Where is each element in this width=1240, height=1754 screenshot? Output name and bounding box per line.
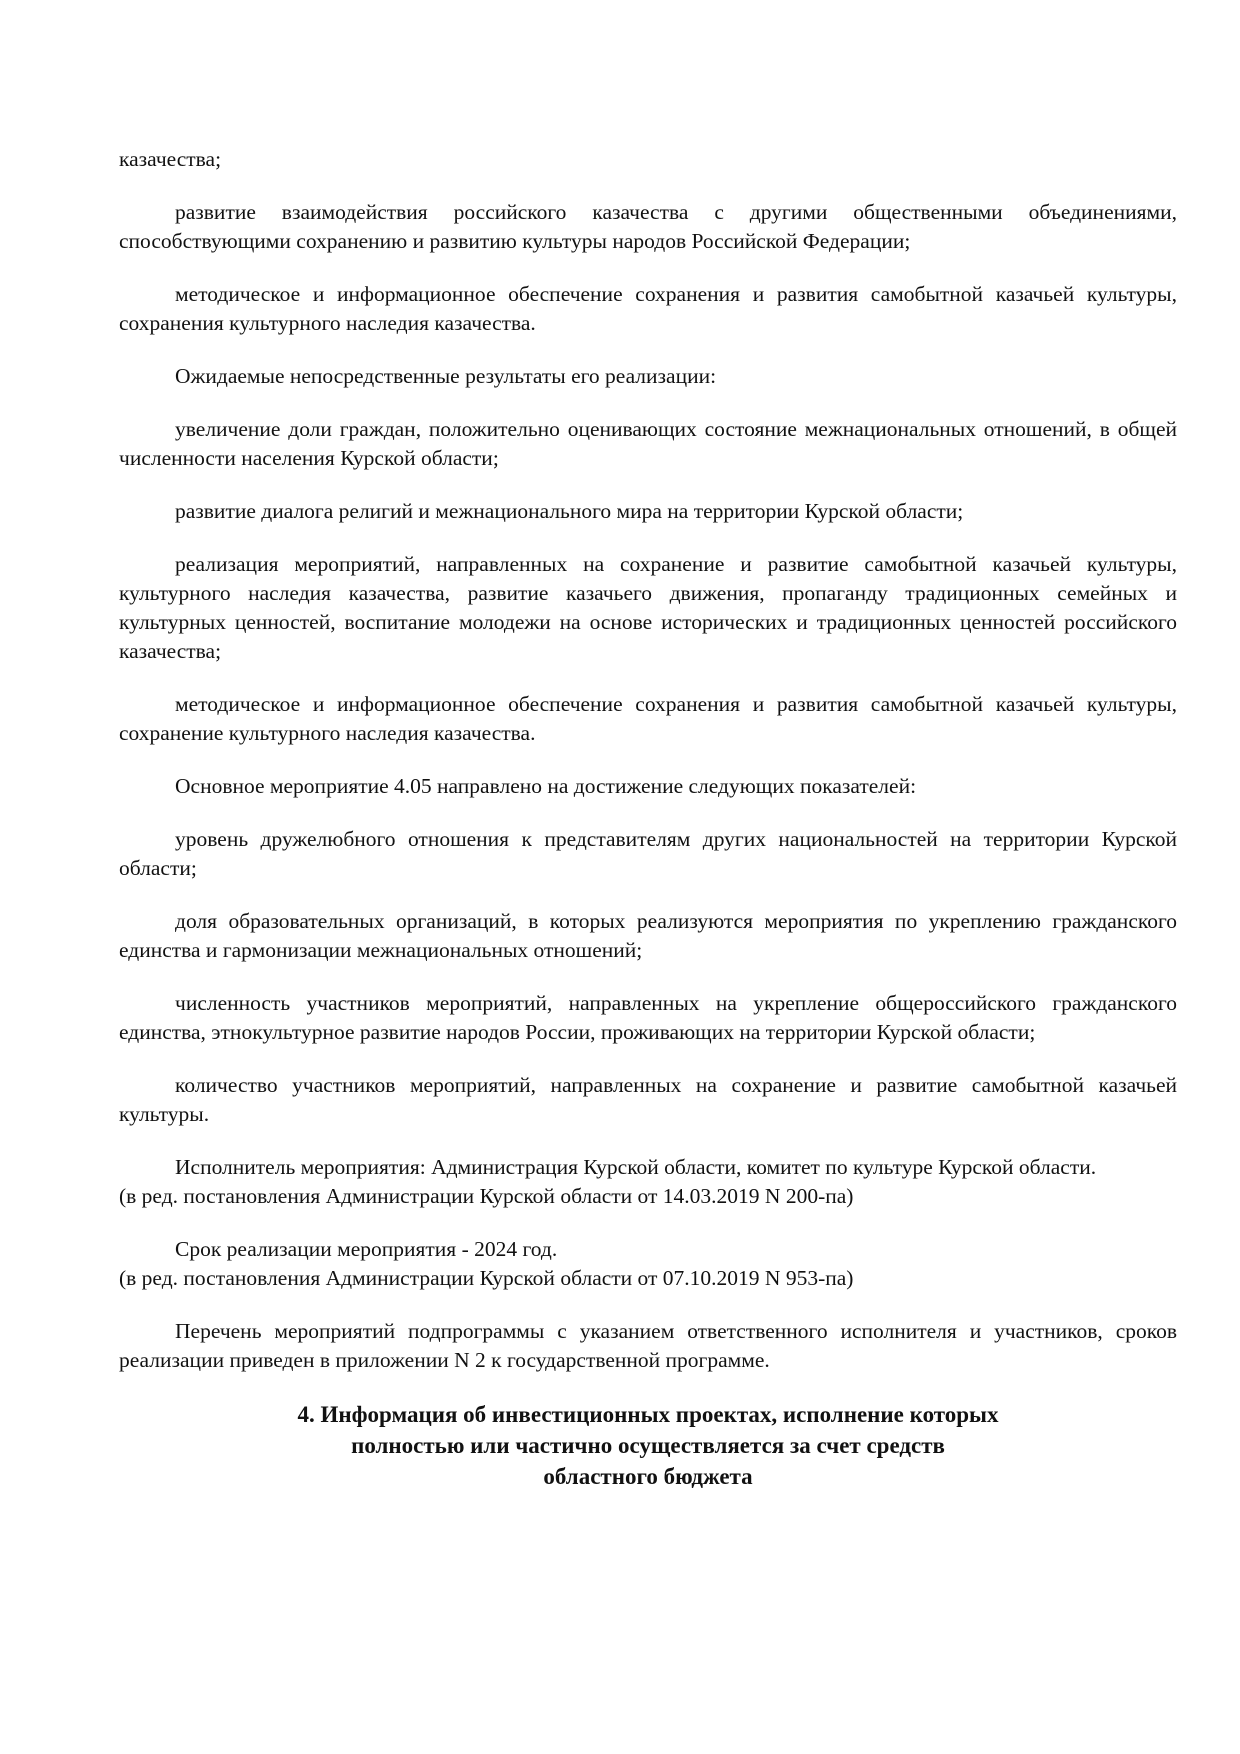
executor-paragraph bbox=[119, 1153, 1177, 1211]
paragraph: доля образовательных организаций, в которых реализуются мероприятия по укреплению гражданского единства и гармонизации межнациональных отношений; bbox=[119, 909, 1177, 962]
section-heading-line: 4. Информация об инвестиционных проектах, исполнение которых bbox=[297, 1402, 999, 1427]
list-paragraph: Перечень мероприятий подпрограммы с указанием ответственного исполнителя и участников, сроков реализации приведен в приложении N 2 к государственной программе. bbox=[119, 1319, 1177, 1372]
term-text: Срок реализации мероприятия - 2024 год. bbox=[175, 1237, 558, 1261]
section-heading-line: областного бюджета bbox=[543, 1464, 753, 1489]
document-page bbox=[119, 145, 1177, 1492]
section-heading-line: полностью или частично осуществляется за счет средств bbox=[351, 1433, 945, 1458]
paragraph: увеличение доли граждан, положительно оценивающих состояние межнациональных отношений, в общей численности населения Курской области; bbox=[119, 417, 1177, 470]
paragraph: численность участников мероприятий, направленных на укрепление общероссийского гражданского единства, этнокультурное развитие народов России, проживающих на территории Курской области; bbox=[119, 991, 1177, 1044]
amendment-note: (в ред. постановления Администрации Курской области от 14.03.2019 N 200-па) bbox=[119, 1184, 854, 1208]
paragraph: развитие диалога религий и межнационального мира на территории Курской области; bbox=[175, 499, 964, 523]
paragraph: методическое и информационное обеспечение сохранения и развития самобытной казачьей культуры, сохранения культурного наследия казачества. bbox=[119, 282, 1177, 335]
executor-text: Исполнитель мероприятия: Администрация Курской области, комитет по культуре Курской области. bbox=[175, 1155, 1097, 1179]
paragraph: методическое и информационное обеспечение сохранения и развития самобытной казачьей культуры, сохранение культурного наследия казачества. bbox=[119, 692, 1177, 745]
paragraph: казачества; bbox=[119, 147, 222, 171]
paragraph: Ожидаемые непосредственные результаты его реализации: bbox=[175, 364, 717, 388]
amendment-note: (в ред. постановления Администрации Курской области от 07.10.2019 N 953-па) bbox=[119, 1266, 854, 1290]
paragraph: реализация мероприятий, направленных на сохранение и развитие самобытной казачьей культуры, культурного наследия казачества, развитие казачьего движения, пропаганду традиционных семейных и культурных ценностей, воспитание молодежи на основе исторических и традиционных ценностей российского казачества; bbox=[119, 552, 1177, 663]
paragraph: Основное мероприятие 4.05 направлено на достижение следующих показателей: bbox=[175, 774, 917, 798]
section-heading bbox=[119, 1399, 1177, 1492]
paragraph: количество участников мероприятий, направленных на сохранение и развитие самобытной казачьей культуры. bbox=[119, 1073, 1177, 1126]
paragraph: развитие взаимодействия российского казачества с другими общественными объединениями, способствующими сохранению и развитию культуры народов Российской Федерации; bbox=[119, 200, 1177, 253]
term-paragraph bbox=[119, 1235, 1177, 1293]
paragraph: уровень дружелюбного отношения к представителям других национальностей на территории Курской области; bbox=[119, 827, 1177, 880]
